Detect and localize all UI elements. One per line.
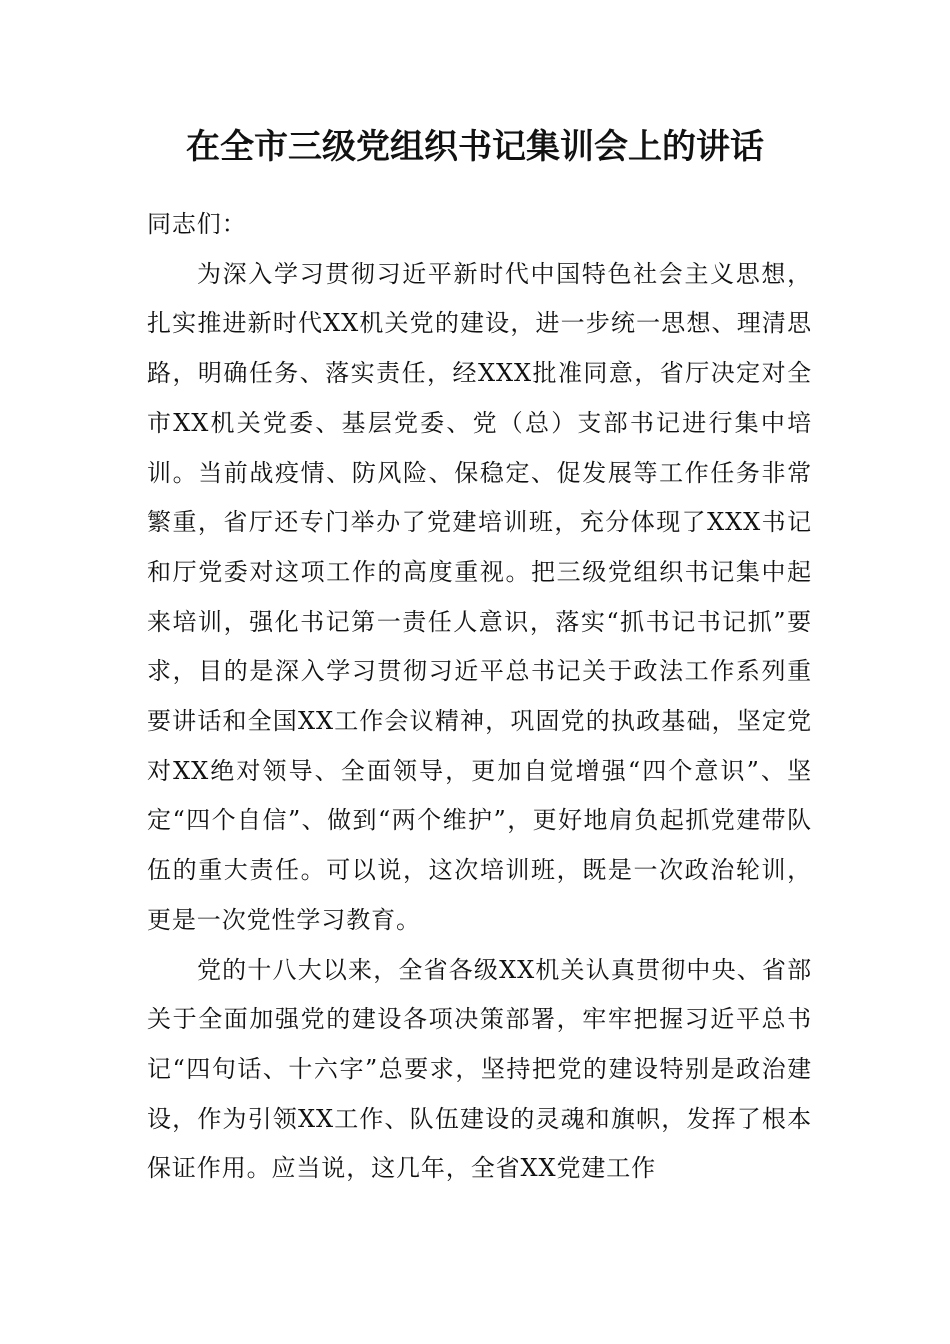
paragraph-2: 党的十八大以来，全省各级XX机关认真贯彻中央、省部关于全面加强党的建设各项决策部署，牢牢把握习近平总书记“四句话、十六字”总要求，坚持把党的建设特别是政治建设，作为引领XX工作、队伍建设的灵魂和旗帜，发挥了根本保证作用。应当说，这几年，全省XX党建工作 bbox=[147, 955, 812, 1183]
document-body bbox=[147, 200, 812, 1194]
paragraph-1: 为深入学习贯彻习近平新时代中国特色社会主义思想，扎实推进新时代XX机关党的建设，进一步统一思想、理清思路，明确任务、落实责任，经XXX批准同意，省厅决定对全市XX机关党委、基层党委、党（总）支部书记进行集中培训。当前战疫情、防风险、保稳定、促发展等工作任务非常繁重，省厅还专门举办了党建培训班，充分体现了XXX书记和厅党委对这项工作的高度重视。把三级党组织书记集中起来培训，强化书记第一责任人意识，落实“抓书记书记抓”要求，目的是深入学习贯彻习近平总书记关于政法工作系列重要讲话和全国XX工作会议精神，巩固党的执政基础，坚定党对XX绝对领导、全面领导，更加自觉增强“四个意识”、坚定“四个自信”、做到“两个维护”，更好地肩负起抓党建带队伍的重大责任。可以说，这次培训班，既是一次政治轮训，更是一次党性学习教育。 bbox=[147, 259, 812, 934]
salutation: 同志们： bbox=[147, 210, 247, 238]
document-title: 在全市三级党组织书记集训会上的讲话 bbox=[186, 127, 764, 167]
